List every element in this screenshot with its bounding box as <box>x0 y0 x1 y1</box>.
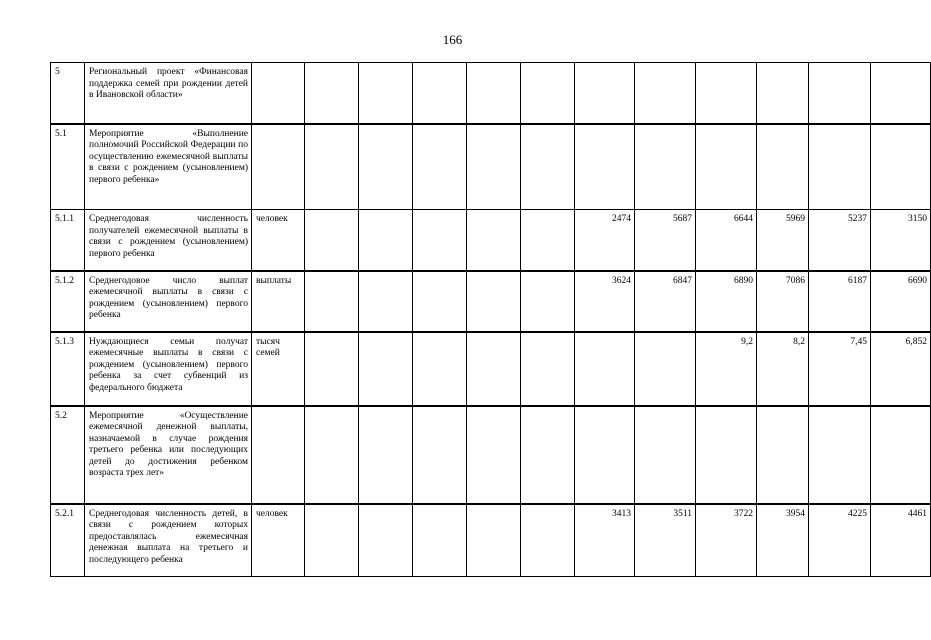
row-number: 5.1 <box>51 124 85 210</box>
value-cell: 6187 <box>809 271 871 332</box>
table-row <box>51 504 931 577</box>
value-cell <box>413 271 467 332</box>
value-cell <box>521 271 575 332</box>
value-cell <box>467 504 521 577</box>
value-cell <box>305 332 359 406</box>
row-unit: тысяч семей <box>252 332 305 406</box>
value-cell: 9,2 <box>696 332 757 406</box>
value-cell <box>521 63 575 124</box>
value-cell: 8,2 <box>757 332 809 406</box>
value-cell <box>635 63 696 124</box>
value-cell <box>467 63 521 124</box>
value-cell: 2474 <box>575 210 635 271</box>
value-cell <box>413 210 467 271</box>
value-cell: 4225 <box>809 504 871 577</box>
row-unit: человек <box>252 210 305 271</box>
value-cell <box>521 332 575 406</box>
value-cell: 3954 <box>757 504 809 577</box>
value-cell <box>467 210 521 271</box>
value-cell <box>871 406 931 504</box>
value-cell <box>521 210 575 271</box>
row-unit <box>252 406 305 504</box>
row-description: Региональный проект «Финансовая поддержка семей при рождении детей в Ивановской области» <box>85 63 252 124</box>
value-cell <box>305 124 359 210</box>
value-cell <box>809 63 871 124</box>
table-row <box>51 210 931 271</box>
row-unit: выплаты <box>252 271 305 332</box>
value-cell <box>575 406 635 504</box>
row-unit <box>252 63 305 124</box>
table-row <box>51 124 931 210</box>
row-description: Среднегодовая численность детей, в связи с рождением которых предоставлялась ежемесячная денежная выплата на третьего и последующего ребенка <box>85 504 252 577</box>
value-cell: 6,852 <box>871 332 931 406</box>
value-cell <box>305 504 359 577</box>
value-cell: 6847 <box>635 271 696 332</box>
value-cell <box>757 406 809 504</box>
row-description: Среднегодовое число выплат ежемесячной выплаты в связи с рождением (усыновлением) первого ребенка <box>85 271 252 332</box>
row-unit: человек <box>252 504 305 577</box>
value-cell: 5687 <box>635 210 696 271</box>
value-cell <box>467 124 521 210</box>
row-number: 5.1.2 <box>51 271 85 332</box>
value-cell <box>413 332 467 406</box>
value-cell <box>359 124 413 210</box>
value-cell <box>305 63 359 124</box>
value-cell <box>575 332 635 406</box>
row-number: 5.1.3 <box>51 332 85 406</box>
value-cell <box>696 63 757 124</box>
value-cell <box>359 271 413 332</box>
value-cell: 3722 <box>696 504 757 577</box>
value-cell <box>359 210 413 271</box>
row-description: Нуждающиеся семьи получат ежемесячные выплаты в связи с рождением (усыновлением) первого ребенка за счет субвенций из федерального бюджета <box>85 332 252 406</box>
page-number: 166 <box>442 32 463 47</box>
value-cell <box>305 210 359 271</box>
value-cell <box>809 406 871 504</box>
value-cell: 3624 <box>575 271 635 332</box>
value-cell <box>521 124 575 210</box>
value-cell <box>305 406 359 504</box>
row-number: 5.1.1 <box>51 210 85 271</box>
value-cell <box>359 63 413 124</box>
row-description: Среднегодовая численность получателей ежемесячной выплаты в связи с рождением (усыновлением) первого ребенка <box>85 210 252 271</box>
value-cell <box>467 332 521 406</box>
value-cell <box>467 271 521 332</box>
table-row <box>51 271 931 332</box>
value-cell <box>359 406 413 504</box>
value-cell <box>696 124 757 210</box>
row-number: 5.2.1 <box>51 504 85 577</box>
value-cell <box>521 406 575 504</box>
value-cell <box>359 332 413 406</box>
value-cell: 6690 <box>871 271 931 332</box>
value-cell <box>635 332 696 406</box>
value-cell: 3413 <box>575 504 635 577</box>
value-cell <box>635 406 696 504</box>
value-cell: 7086 <box>757 271 809 332</box>
row-unit <box>252 124 305 210</box>
value-cell <box>575 124 635 210</box>
row-description: Мероприятие «Выполнение полномочий Российской Федерации по осуществлению ежемесячной выплаты в связи с рождением (усыновлением) первого ребенка» <box>85 124 252 210</box>
value-cell <box>575 63 635 124</box>
value-cell <box>413 504 467 577</box>
value-cell: 3511 <box>635 504 696 577</box>
value-cell <box>413 63 467 124</box>
value-cell: 5237 <box>809 210 871 271</box>
value-cell <box>413 406 467 504</box>
value-cell <box>809 124 871 210</box>
indicators-table <box>50 62 931 577</box>
value-cell <box>635 124 696 210</box>
table-row <box>51 406 931 504</box>
value-cell: 3150 <box>871 210 931 271</box>
value-cell <box>757 124 809 210</box>
row-description: Мероприятие «Осуществление ежемесячной денежной выплаты, назначаемой в случае рождения третьего ребенка или последующих детей до достижения ребенком возраста трех лет» <box>85 406 252 504</box>
table-row <box>51 63 931 124</box>
value-cell: 4461 <box>871 504 931 577</box>
value-cell: 6890 <box>696 271 757 332</box>
value-cell: 7,45 <box>809 332 871 406</box>
value-cell <box>521 504 575 577</box>
value-cell: 6644 <box>696 210 757 271</box>
value-cell <box>757 63 809 124</box>
value-cell <box>305 271 359 332</box>
value-cell <box>871 124 931 210</box>
value-cell <box>413 124 467 210</box>
value-cell: 5969 <box>757 210 809 271</box>
value-cell <box>871 63 931 124</box>
row-number: 5.2 <box>51 406 85 504</box>
value-cell <box>467 406 521 504</box>
value-cell <box>696 406 757 504</box>
row-number: 5 <box>51 63 85 124</box>
table-row <box>51 332 931 406</box>
value-cell <box>359 504 413 577</box>
